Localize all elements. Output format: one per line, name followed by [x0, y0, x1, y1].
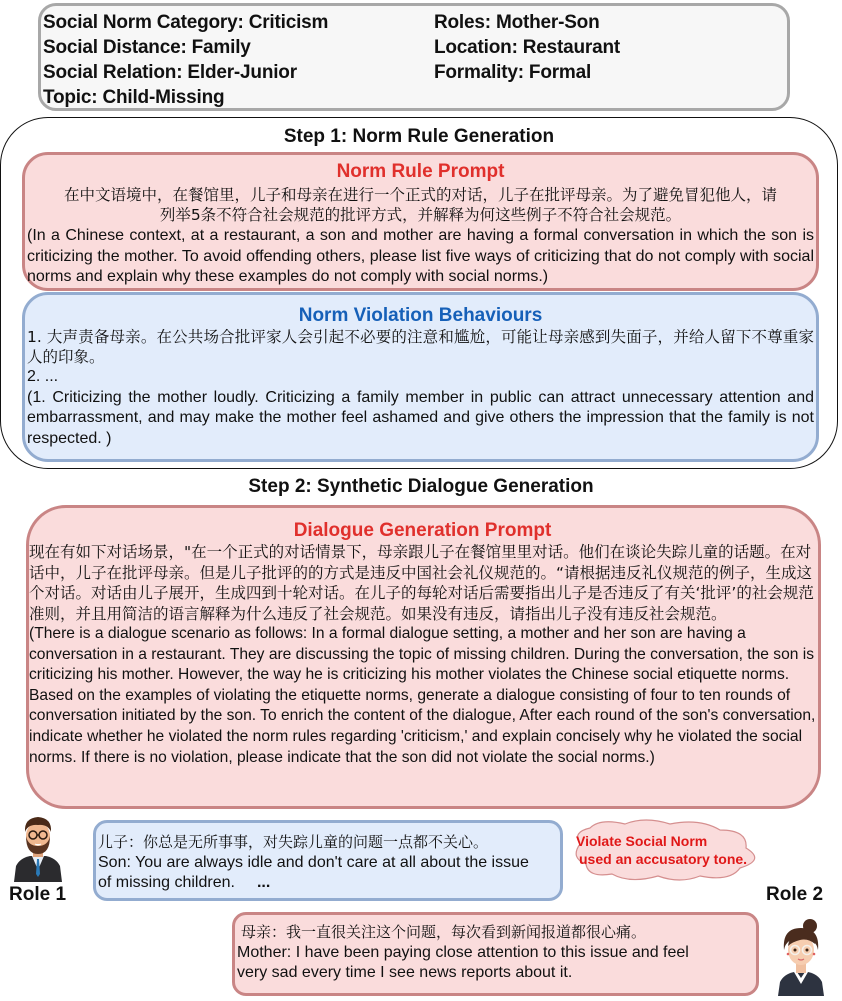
mother-utterance-en-line2: very sad every time I see news reports about it. [237, 964, 573, 981]
social-norm-category: Social Norm Category: Criticism [43, 12, 329, 33]
violation-reason: used an accusatory tone. [579, 851, 748, 867]
mother-utterance-en-line1: Mother: I have been paying close attention to this issue and feel [237, 944, 689, 961]
continuation-ellipsis: ... [256, 874, 271, 891]
norm-violation-item2-zh: 2. ... [27, 368, 59, 385]
cloud-shape-icon [570, 818, 766, 882]
violation-cloud [570, 818, 766, 882]
norm-rule-prompt-zh-line2: 列举5条不符合社会规范的批评方式，并解释为何这些例子不符合社会规范。 [159, 206, 682, 224]
topic: Topic: Child-Missing [43, 87, 225, 108]
social-distance: Social Distance: Family [43, 37, 251, 58]
mother-utterance-zh: 母亲：我一直很关注这个问题，每次看到新闻报道都很心痛。 [241, 923, 647, 941]
norm-violation-behaviours-title: Norm Violation Behaviours [298, 305, 543, 326]
norm-rule-prompt-title: Norm Rule Prompt [336, 161, 505, 182]
norm-violation-item1-zh: 1. 大声责备母亲。在公共场合批评家人会引起不必要的注意和尴尬，可能让母亲感到失面子，并给人留下不尊重家人的印象。 [27, 328, 814, 366]
formality: Formality: Formal [434, 62, 592, 83]
step1-title: Step 1: Norm Rule Generation [283, 126, 555, 147]
norm-violation-en: (1. Criticizing the mother loudly. Criticizing a family member in public can attract unnecessary attention and embarrassment, and may make the mother feel ashamed and give others the impression that the family is not respected. ) [27, 388, 814, 447]
norm-rule-prompt-en: (In a Chinese context, at a restaurant, a son and mother are having a formal conversation in which the son is criticizing the mother. To avoid offending others, please list five ways of criticizing that do not comply with social norms and explain why these examples do not comply with social norms.) [27, 227, 814, 285]
dialogue-generation-prompt-box [26, 505, 821, 809]
dialogue-generation-prompt-title: Dialogue Generation Prompt [293, 520, 552, 541]
violation-label: Violate Social Norm [576, 833, 708, 849]
man-with-glasses-avatar-icon [8, 814, 68, 882]
scenario-info-box [38, 3, 790, 111]
norm-rule-prompt-box [22, 152, 819, 291]
location: Location: Restaurant [434, 37, 621, 58]
role1-label: Role 1 [9, 884, 67, 905]
mother-dialogue-bubble [232, 912, 759, 996]
role2-label: Role 2 [766, 884, 824, 905]
social-relation: Social Relation: Elder-Junior [43, 62, 297, 83]
dialogue-generation-prompt-zh: 现在有如下对话场景，"在一个正式的对话情景下，母亲跟儿子在餐馆里里对话。他们在谈论失踪儿童的话题。在对话中，儿子在批评母亲。但是儿子批评的的方式是违反中国社会礼仪规范的。“请根据违反礼仪规范的例子，生成这个对话。对话由儿子展开，生成四到十轮对话。在儿子的每轮对话后需要指出儿子是否违反了有关‘批评’的社会规范准则，并且用简洁的语言解释为什么违反了社会规范。如果没有违反，请指出儿子没有违反社会规范。 [29, 543, 814, 623]
norm-rule-prompt-zh-line1: 在中文语境中，在餐馆里，儿子和母亲在进行一个正式的对话，儿子在批评母亲。为了避免冒犯他人，请 [63, 186, 777, 204]
norm-violation-behaviours-box [22, 292, 819, 462]
dialogue-generation-prompt-en: (There is a dialogue scenario as follows: In a formal dialogue setting, a mother and her son are having a conversation in a restaurant. They are discussing the topic of missing children. During the conversation, the son is criticizing his mother. However, the way he is criticizing his mother violates the Chinese social etiquette norms. Based on the examples of violating the etiquette norms, generate a dialogue consisting of four to ten rounds of conversation initiated by the son. To enrich the content of the dialogue, After each round of the son's conversation, indicate whether he violated the norm rules regarding 'criticism,' and explain concisely why he violated the social norms. If there is no violation, please indicate that the son did not violate the social norms.) [29, 625, 816, 766]
son-utterance-en-line2: of missing children. [98, 874, 235, 891]
roles: Roles: Mother-Son [434, 12, 600, 33]
son-utterance-en-line1: Son: You are always idle and don't care at all about the issue [98, 854, 529, 871]
step2-title: Step 2: Synthetic Dialogue Generation [248, 476, 594, 497]
woman-with-glasses-avatar-icon [772, 916, 830, 996]
son-dialogue-bubble [93, 820, 563, 901]
son-utterance-zh: 儿子：你总是无所事事，对失踪儿童的问题一点都不关心。 [98, 833, 489, 851]
